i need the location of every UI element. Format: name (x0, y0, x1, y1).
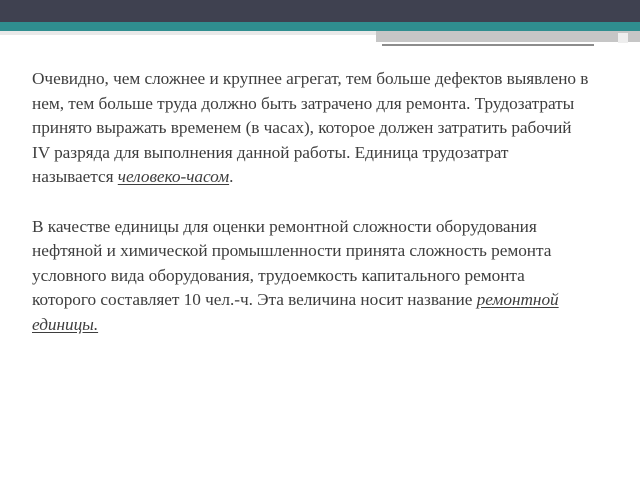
paragraph-repair-unit (32, 215, 592, 338)
slide-top-band (0, 0, 640, 22)
slide-header-underline (382, 44, 594, 46)
paragraph-man-hour (32, 67, 592, 190)
slide-header-marker (618, 33, 628, 43)
term-man-hour: человеко-часом (117, 167, 230, 187)
slide-header-shadow (0, 31, 376, 35)
paragraph-man-hour-ending: . (229, 167, 234, 187)
paragraph-man-hour-text: Очевидно, чем сложнее и крупнее агрегат, тем больше дефектов выявлено в нем, тем больше труда должно быть затрачено для ремонта. Трудозатраты принято выражать временем (в часах), которое должен затратить рабочий IV разряда для выполнения данной работы. Единица трудозатрат называется (32, 69, 589, 187)
slide-header-tab (376, 31, 640, 42)
paragraph-repair-unit-text: В качестве единицы для оценки ремонтной сложности оборудования нефтяной и химической промышленности принята сложность ремонта условного вида оборудования, трудоемкость капитального ремонта которого составляет 10 чел.-ч. Эта величина носит название (32, 216, 552, 310)
slide-accent-band (0, 22, 640, 31)
term-repair-unit: ремонтной единицы. (32, 290, 559, 334)
slide-body (32, 67, 592, 338)
